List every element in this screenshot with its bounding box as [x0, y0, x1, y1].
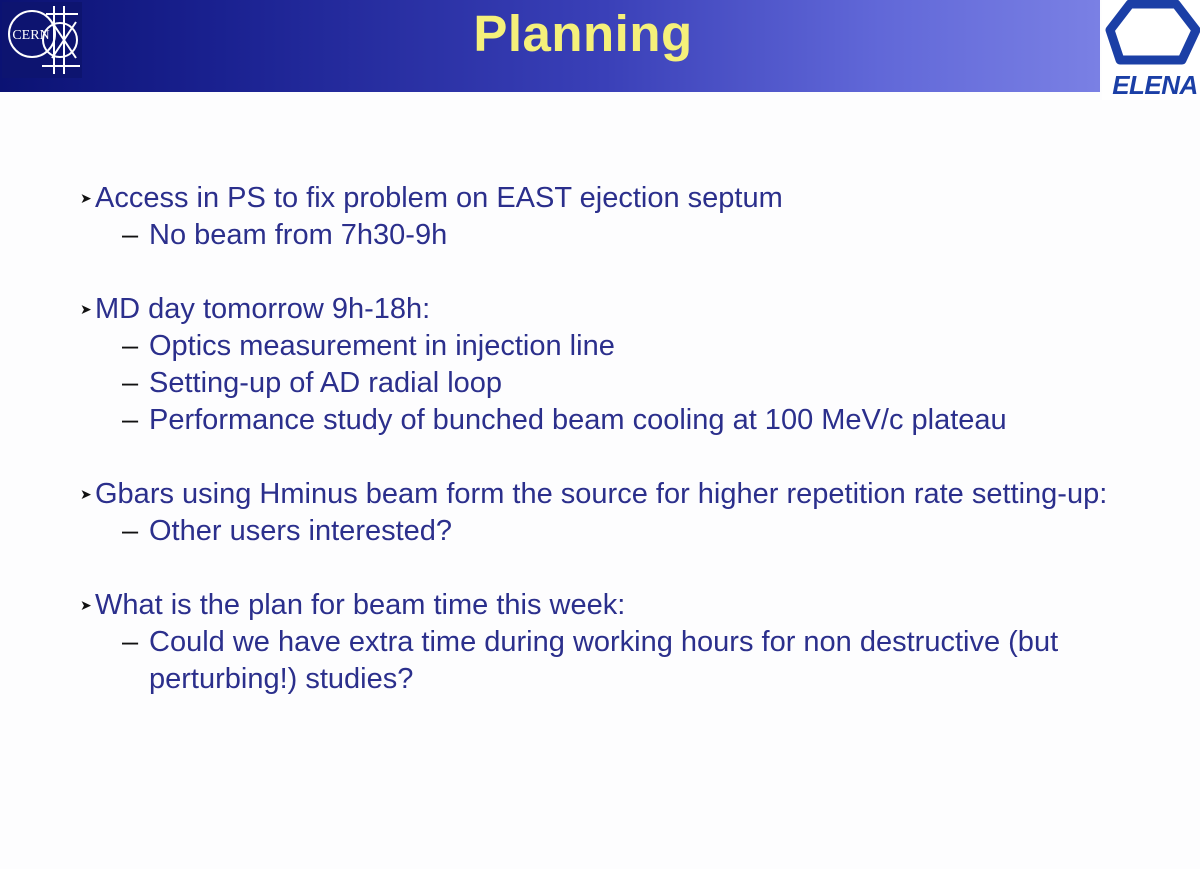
dash-bullet-icon: – [122, 626, 139, 658]
sub-bullet-text: No beam from 7h30-9h [149, 219, 448, 251]
dash-bullet-icon: – [122, 330, 139, 362]
slide-title: Planning [473, 5, 693, 62]
bullet-text: What is the plan for beam time this week: [95, 589, 626, 621]
sub-bullet-item [78, 365, 1148, 402]
arrow-bullet-icon: ➤ [80, 486, 92, 502]
sub-bullet-text: Could we have extra time during working hours for non destructive (but perturbing!) studies? [149, 626, 1059, 695]
sub-bullet-text: Other users interested? [149, 515, 453, 547]
bullet-item [78, 476, 1148, 513]
bullet-block [78, 180, 1148, 254]
sub-bullet-item [78, 513, 1148, 550]
bullet-item [78, 291, 1148, 328]
sub-bullet-text: Optics measurement in injection line [149, 330, 615, 362]
sub-bullet-item [78, 402, 1148, 439]
dash-bullet-icon: – [122, 515, 139, 547]
sub-bullet-item [78, 624, 1148, 698]
elena-logo [1102, 0, 1200, 100]
sub-bullet-text: Setting-up of AD radial loop [149, 367, 503, 399]
arrow-bullet-icon: ➤ [80, 301, 92, 317]
bullet-item [78, 587, 1148, 624]
bullet-text: Access in PS to fix problem on EAST ejection septum [95, 182, 783, 214]
bullet-block [78, 587, 1148, 698]
bullet-block [78, 291, 1148, 439]
bullet-text: Gbars using Hminus beam form the source for higher repetition rate setting-up: [95, 478, 1108, 510]
sub-bullet-text: Performance study of bunched beam cooling at 100 MeV/c plateau [149, 404, 1007, 436]
bullet-block [78, 476, 1148, 550]
dash-bullet-icon: – [122, 367, 139, 399]
dash-bullet-icon: – [122, 219, 139, 251]
arrow-bullet-icon: ➤ [80, 597, 92, 613]
bullet-item [78, 180, 1148, 217]
elena-logo-text: ELENA [1112, 70, 1198, 100]
dash-bullet-icon: – [122, 404, 139, 436]
bullet-text: MD day tomorrow 9h-18h: [95, 293, 431, 325]
sub-bullet-item [78, 217, 1148, 254]
sub-bullet-item [78, 328, 1148, 365]
bullet-list [78, 180, 1148, 735]
cern-logo-text: CERN [12, 28, 50, 43]
arrow-bullet-icon: ➤ [80, 190, 92, 206]
